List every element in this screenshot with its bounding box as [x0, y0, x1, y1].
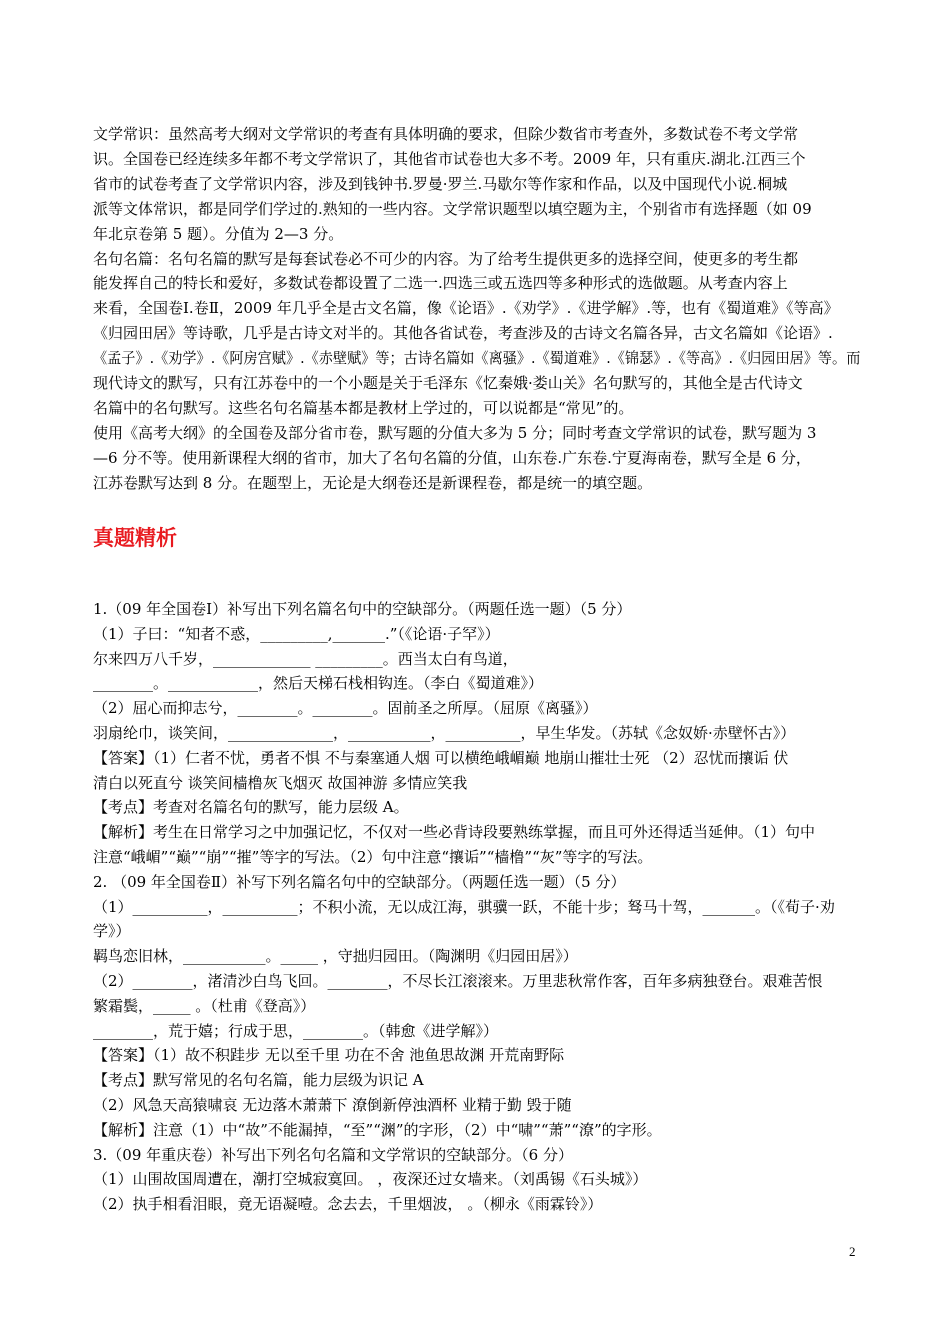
text-line: （2）屈心而抑志兮，________。________。固前圣之所厚。（屈原《离骚》） [93, 699, 598, 718]
text-line: 1.（09 年全国卷Ⅰ）补写出下列名篇名句中的空缺部分。（两题任选一题）（5 分） [93, 600, 632, 618]
text-line: （1）__________，__________；不积小流，无以成江海，骐骥一跃，不能十步；驽马十驾，_______。（《荀子·劝 [93, 897, 835, 916]
text-line: 能发挥自己的特长和爱好，多数试卷都设置了二选一.四选三或五选四等多种形式的选做题。从考查内容上 [93, 274, 788, 293]
text-line: 3.（09 年重庆卷）补写出下列名句名篇和文学常识的空缺部分。（6 分） [93, 1145, 573, 1164]
text-line: 【解析】注意（1）中“故”不能漏掉，“至”“渊”的字形，（2）中“啸”“萧”“潦”的字形。 [93, 1120, 662, 1139]
text-line: 使用《高考大纲》的全国卷及部分省市卷，默写题的分值大多为 5 分；同时考查文学常识的试卷，默写题为 3 [93, 423, 817, 442]
text-line: 【考点】考查对名篇名句的默写，能力层级 A。 [93, 798, 409, 817]
text-line: 年北京卷第 5 题）。分值为 2—3 分。 [93, 224, 344, 243]
text-line: 【解析】考生在日常学习之中加强记忆，不仅对一些必背诗段要熟练掌握，而且可外还得适当延伸。（1）句中 [93, 823, 816, 842]
text-line: 名句名篇：名句名篇的默写是每套试卷必不可少的内容。为了给考生提供更多的选择空间，使更多的考生都 [93, 249, 799, 268]
section-heading: 真题精析 [93, 526, 177, 550]
text-line: 【答案】（1）仁者不忧，勇者不惧 不与秦塞通人烟 可以横绝峨嵋巅 地崩山摧壮士死 （2）忍忧而攘诟 伏 [93, 748, 789, 767]
text-line: 【考点】默写常见的名句名篇，能力层级为识记 A [93, 1071, 424, 1090]
text-line: 识。全国卷已经连续多年都不考文学常识了，其他省市试卷也大多不考。2009 年，只有重庆.湖北.江西三个 [93, 149, 806, 168]
text-line: 清白以死直兮 谈笑间樯橹灰飞烟灭 故国神游 多情应笑我 [93, 773, 468, 792]
text-line: 注意“峨嵋”“巅”“崩”“摧”等字的写法。（2）句中注意“攘诟”“樯橹”“灰”等字的写法。 [93, 848, 653, 866]
text-line: （1）山围故国周遭在，潮打空城寂寞回。 ，夜深还过女墙来。（刘禹锡《石头城》） [93, 1170, 648, 1189]
text-line: 羽扇纶巾，谈笑间，______________，___________，__________，早生华发。（苏轼《念奴娇·赤壁怀古》） [93, 724, 796, 742]
text-line: 《归园田居》等诗歌，几乎是古诗文对半的。其他各省试卷，考查涉及的古诗文名篇各异，古文名篇如《论语》. [93, 324, 833, 343]
text-line: （2）________，渚清沙白鸟飞回。________，不尽长江滚滚来。万里悲秋常作客，百年多病独登台。艰难苦恨 [93, 972, 823, 990]
text-line: —6 分不等。使用新课程大纲的省市，加大了名句名篇的分值，山东卷.广东卷.宁夏海南卷，默写全是 6 分， [93, 448, 811, 467]
text-line: 名篇中的名句默写。这些名句名篇基本都是教材上学过的，可以说都是“常见”的。 [93, 398, 634, 417]
text-line: 江苏卷默写达到 8 分。在题型上，无论是大纲卷还是新课程卷，都是统一的填空题。 [93, 473, 653, 492]
page-number: 2 [849, 1244, 856, 1259]
text-line: 文学常识：虽然高考大纲对文学常识的考查有具体明确的要求，但除少数省市考查外，多数试卷不考文学常 [93, 125, 799, 143]
text-line: 2. （09 年全国卷Ⅱ）补写下列名篇名句中的空缺部分。（两题任选一题）（5 分） [93, 872, 626, 891]
text-line: 繁霜鬓，_____ 。（杜甫《登高》） [93, 996, 316, 1015]
text-line: 尔来四万八千岁，_____________ _________。西当太白有鸟道， [93, 649, 518, 668]
text-line: （2）执手相看泪眼，竟无语凝噎。念去去，千里烟波， 。（柳永《雨霖铃》） [93, 1195, 603, 1214]
text-line: 学》） [93, 922, 131, 941]
text-line: 来看，全国卷Ⅰ.卷Ⅱ，2009 年几乎全是古文名篇，像《论语》.《劝学》.《进学解》.等，也有《蜀道难》《等高》 [93, 299, 839, 318]
text-line: 派等文体常识，都是同学们学过的.熟知的一些内容。文学常识题型以填空题为主，个别省市有选择题（如 09 [93, 199, 812, 218]
text-line: ________，荒于嬉；行成于思，________。（韩愈《进学解》） [93, 1021, 499, 1040]
text-line: 《孟子》.《劝学》.《阿房宫赋》.《赤壁赋》等；古诗名篇如《离骚》.《蜀道难》.《锦瑟》.《等高》.《归园田居》等。而 [93, 349, 861, 368]
text-line: 现代诗文的默写，只有江苏卷中的一个小题是关于毛泽东《忆秦娥·娄山关》名句默写的，其他全是古代诗文 [93, 374, 803, 392]
text-line: 【答案】（1）故不积跬步 无以至千里 功在不舍 池鱼思故渊 开荒南野际 [93, 1046, 565, 1065]
text-line: ________。____________，然后天梯石栈相钩连。（李白《蜀道难》） [93, 674, 544, 693]
text-line: （1）子曰：“知者不惑，_________,_______.”（《论语·子罕》） [93, 624, 500, 643]
text-line: 羁鸟恋旧林，___________。_____ ，守拙归园田。（陶渊明《归园田居》） [93, 947, 578, 966]
text-line: （2）风急天高猿啸哀 无边落木萧萧下 潦倒新停浊酒杯 业精于勤 毁于随 [93, 1096, 572, 1114]
text-line: 省市的试卷考查了文学常识内容，涉及到钱钟书.罗曼·罗兰.马歇尔等作家和作品，以及中国现代小说.桐城 [93, 174, 788, 193]
